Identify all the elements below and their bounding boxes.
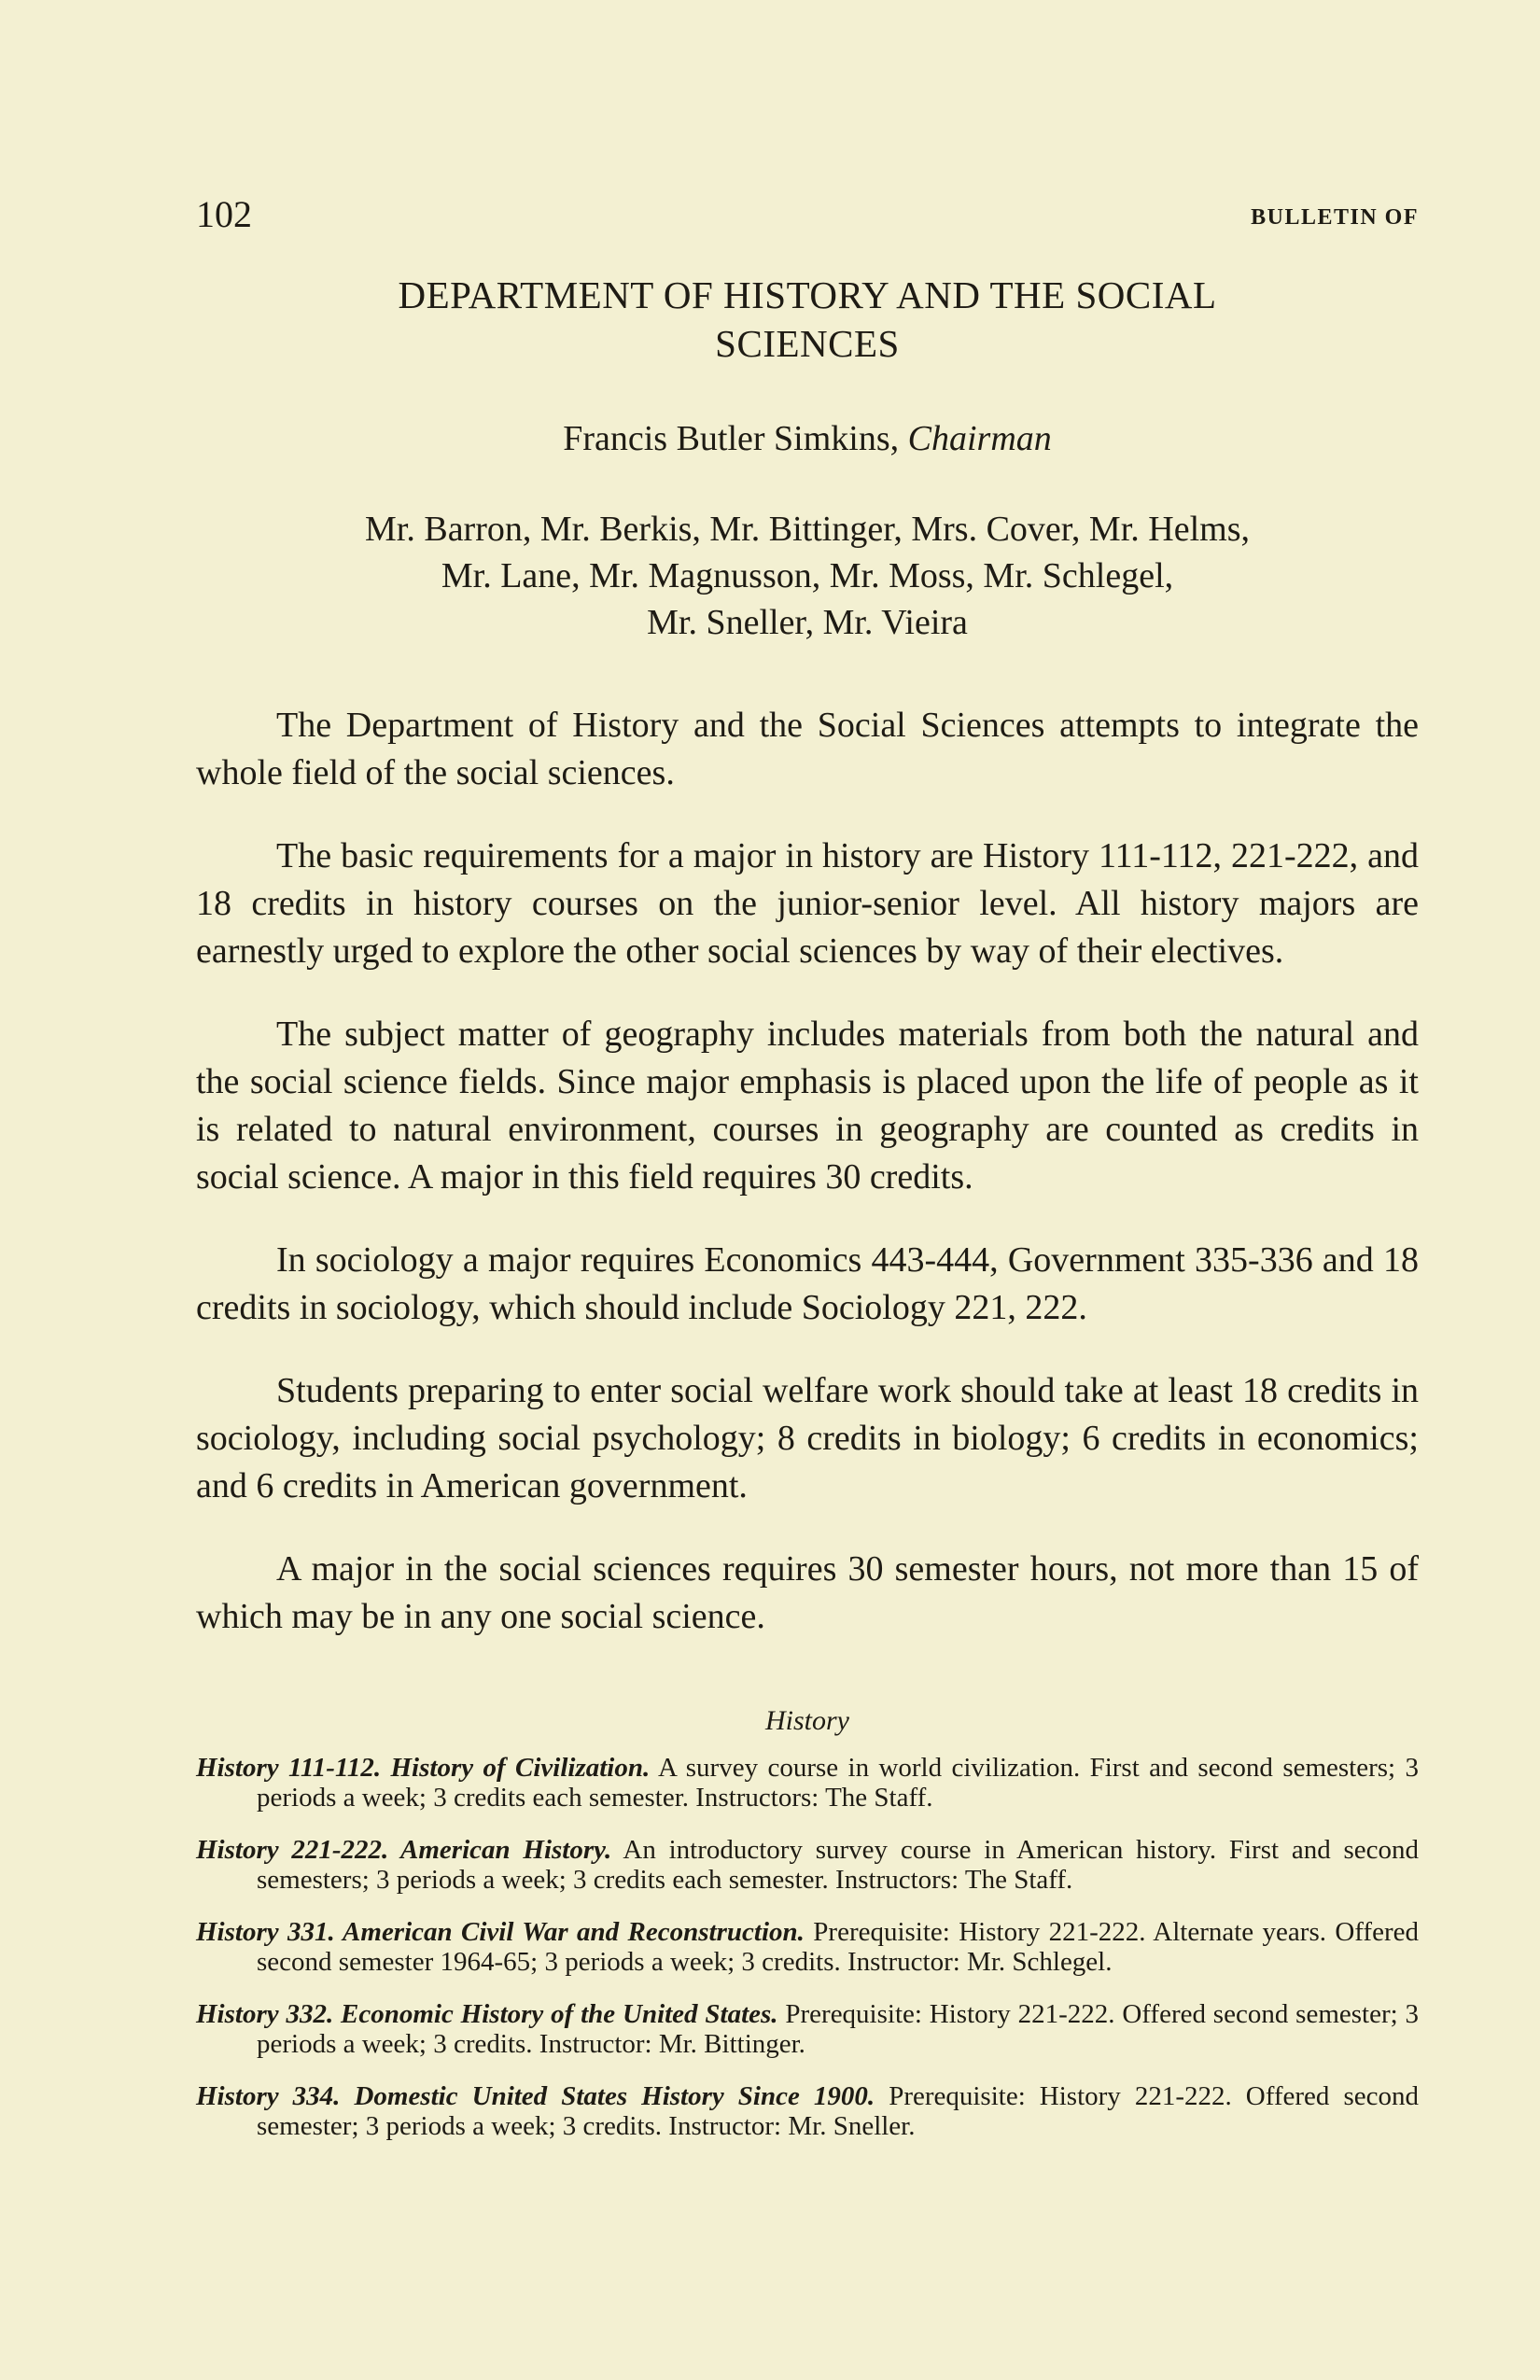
paragraph: Students preparing to enter social welfare work should take at least 18 credits in sociology, including social psychology; 8 credits in biology; 6 credits in economics; and 6 credits in American government.	[196, 1371, 1419, 1505]
course-description: Prerequisite: History 221-222. Offered second semester; 3 periods a week; 3 credits. Instructor: Mr. Sneller.	[257, 2081, 1419, 2141]
course-name: History 331. American Civil War and Reconstruction.	[196, 1917, 805, 1947]
paragraph: The basic requirements for a major in history are History 111-112, 221-222, and 18 credits in history courses on the junior-senior level. All history majors are earnestly urged to explore the other social sciences by way of their electives.	[196, 836, 1419, 971]
course-description: Prerequisite: History 221-222. Alternate years. Offered second semester 1964-65; 3 periods a week; 3 credits. Instructor: Mr. Schlegel.	[257, 1917, 1419, 1977]
faculty-line: Mr. Sneller, Mr. Vieira	[647, 603, 968, 642]
paragraph: The subject matter of geography includes materials from both the natural and the social science fields. Since major emphasis is placed upon the life of people as it is related to natural environment, courses in geography are counted as credits in social science. A major in this field requires 30 credits.	[196, 1015, 1419, 1197]
course-description: A survey course in world civilization. First and second semesters; 3 periods a week; 3 credits each semester. Instructors: The Staff.	[257, 1753, 1419, 1813]
chair-name: Francis Butler Simkins,	[563, 419, 908, 458]
course-entry	[196, 2081, 1419, 2141]
department-title: DEPARTMENT OF HISTORY AND THE SOCIAL SCIENCES	[398, 273, 1217, 365]
course-name: History 332. Economic History of the United States.	[196, 1999, 778, 2029]
course-entry	[196, 1917, 1419, 1977]
faculty-line: Mr. Lane, Mr. Magnusson, Mr. Moss, Mr. Schlegel,	[441, 556, 1174, 595]
faculty-list	[247, 506, 1367, 646]
page-header	[196, 191, 1419, 238]
course-description: Prerequisite: History 221-222. Offered second semester; 3 periods a week; 3 credits. Instructor: Mr. Bittinger.	[257, 1999, 1420, 2059]
paragraph: In sociology a major requires Economics 443-444, Government 335-336 and 18 credits in sociology, which should include Sociology 221, 222.	[196, 1240, 1419, 1327]
course-description: An introductory survey course in American history. First and second semesters; 3 periods a week; 3 credits each semester. Instructors: The Staff.	[257, 1835, 1420, 1895]
course-name: History 221-222. American History.	[196, 1835, 612, 1865]
chair-role: Chairman	[907, 419, 1052, 458]
paragraph: The Department of History and the Social Sciences attempts to integrate the whole field of the social sciences.	[196, 706, 1419, 792]
page-content	[196, 271, 1419, 2141]
course-entry	[196, 1835, 1419, 1895]
faculty-line: Mr. Barron, Mr. Berkis, Mr. Bittinger, Mrs. Cover, Mr. Helms,	[365, 510, 1250, 549]
paragraph: A major in the social sciences requires 30 semester hours, not more than 15 of which may be in any one social science.	[196, 1549, 1419, 1636]
running-head: BULLETIN OF	[1251, 205, 1419, 230]
course-entry	[196, 1999, 1419, 2059]
course-name: History 111-112. History of Civilization.	[196, 1753, 651, 1783]
page-number: 102	[196, 193, 252, 235]
section-heading: History	[765, 1705, 849, 1736]
course-entry	[196, 1753, 1419, 1813]
course-name: History 334. Domestic United States History Since 1900.	[196, 2081, 875, 2111]
chair-line	[196, 416, 1419, 461]
